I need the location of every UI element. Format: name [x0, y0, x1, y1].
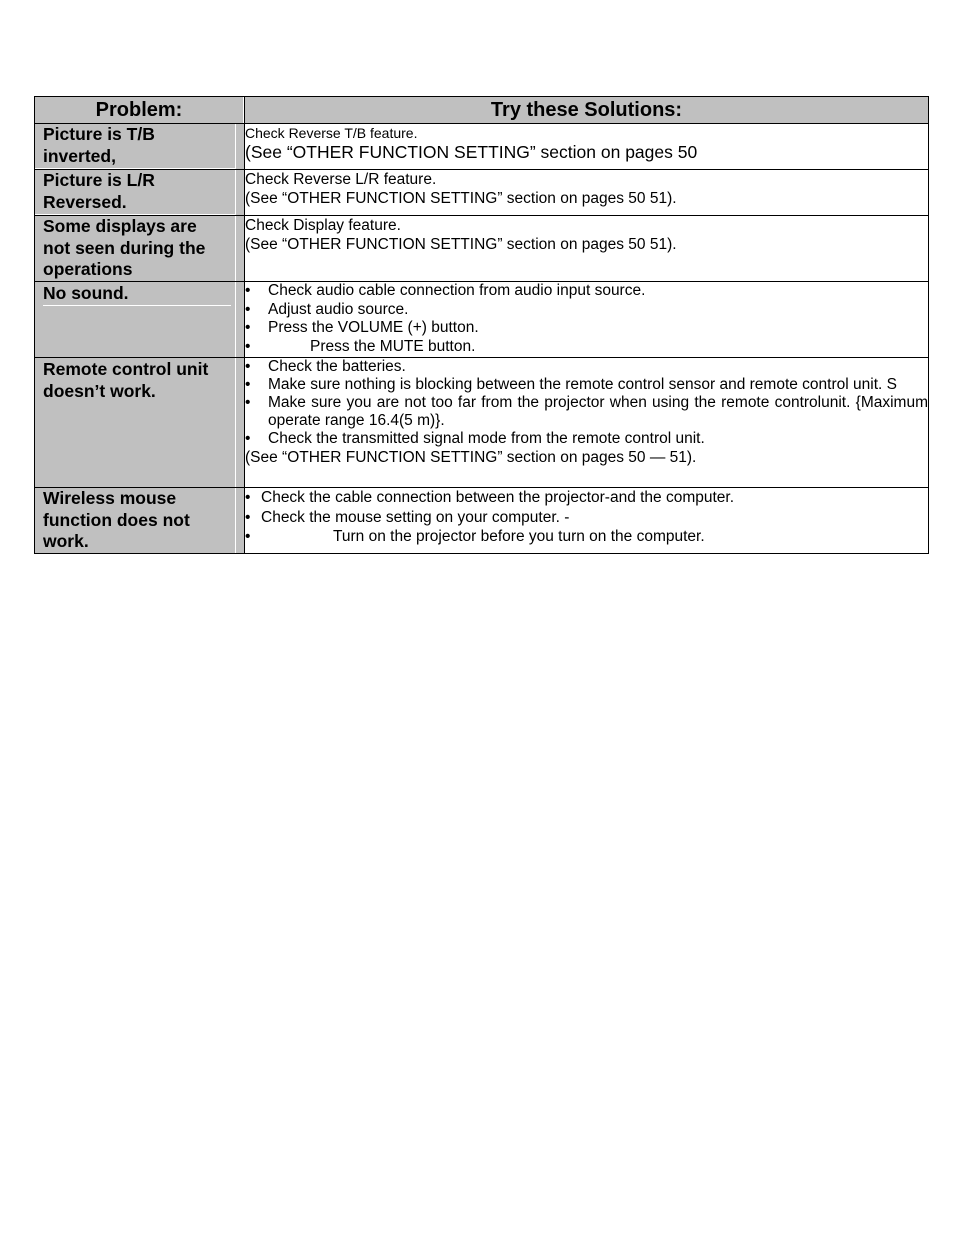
list-item: • Press the VOLUME (+) button.	[245, 319, 928, 338]
problem-cell: No sound.	[35, 282, 245, 358]
solution-cell	[245, 488, 929, 554]
problem-cell: Remote control unit doesn’t work.	[35, 358, 245, 488]
problem-cell: Picture is L/R Reversed.	[35, 170, 245, 216]
list-item: • Make sure nothing is blocking between the remote control sensor and remote control unit. S	[245, 376, 928, 394]
list-item: • Check the cable connection between the projector-and the computer.	[245, 488, 928, 508]
solution-cell	[245, 282, 929, 358]
solution-list	[245, 488, 928, 547]
table-row	[35, 216, 929, 282]
list-item: • Adjust audio source.	[245, 301, 928, 320]
table-row	[35, 124, 929, 170]
problem-cell: Some displays are not seen during the operations	[35, 216, 245, 282]
solution-note: (See “OTHER FUNCTION SETTING” section on pages 50 — 51).	[245, 449, 697, 466]
problem-header: Problem:	[35, 97, 245, 124]
table-row	[35, 358, 929, 488]
table-header-row	[35, 97, 929, 124]
list-item: • Check audio cable connection from audio input source.	[245, 282, 928, 301]
troubleshooting-table	[34, 96, 929, 554]
solution-list	[245, 358, 928, 448]
list-item: • Check the batteries.	[245, 358, 928, 376]
solution-cell: Check Reverse T/B feature. (See “OTHER FUNCTION SETTING” section on pages 50	[245, 124, 929, 170]
list-item: • Check the mouse setting on your computer. -	[245, 508, 928, 528]
list-item: • Press the MUTE button.	[245, 338, 928, 357]
table-row	[35, 282, 929, 358]
list-item: • Check the transmitted signal mode from the remote control unit.	[245, 430, 928, 448]
problem-cell: Wireless mouse function does not work.	[35, 488, 245, 554]
solution-cell: Check Display feature. (See “OTHER FUNCTION SETTING” section on pages 50 51).	[245, 216, 929, 282]
solution-list	[245, 282, 928, 356]
solution-header: Try these Solutions:	[245, 97, 929, 124]
list-item: • Turn on the projector before you turn on the computer.	[245, 527, 928, 547]
solution-cell: Check Reverse L/R feature. (See “OTHER FUNCTION SETTING” section on pages 50 51).	[245, 170, 929, 216]
problem-cell: Picture is T/B inverted,	[35, 124, 245, 170]
table-row	[35, 488, 929, 554]
list-item: • Make sure you are not too far from the projector when using the remote controlunit. {Maximum operate range 16.4(5 m)}.	[245, 394, 928, 430]
table-row	[35, 170, 929, 216]
solution-cell	[245, 358, 929, 488]
